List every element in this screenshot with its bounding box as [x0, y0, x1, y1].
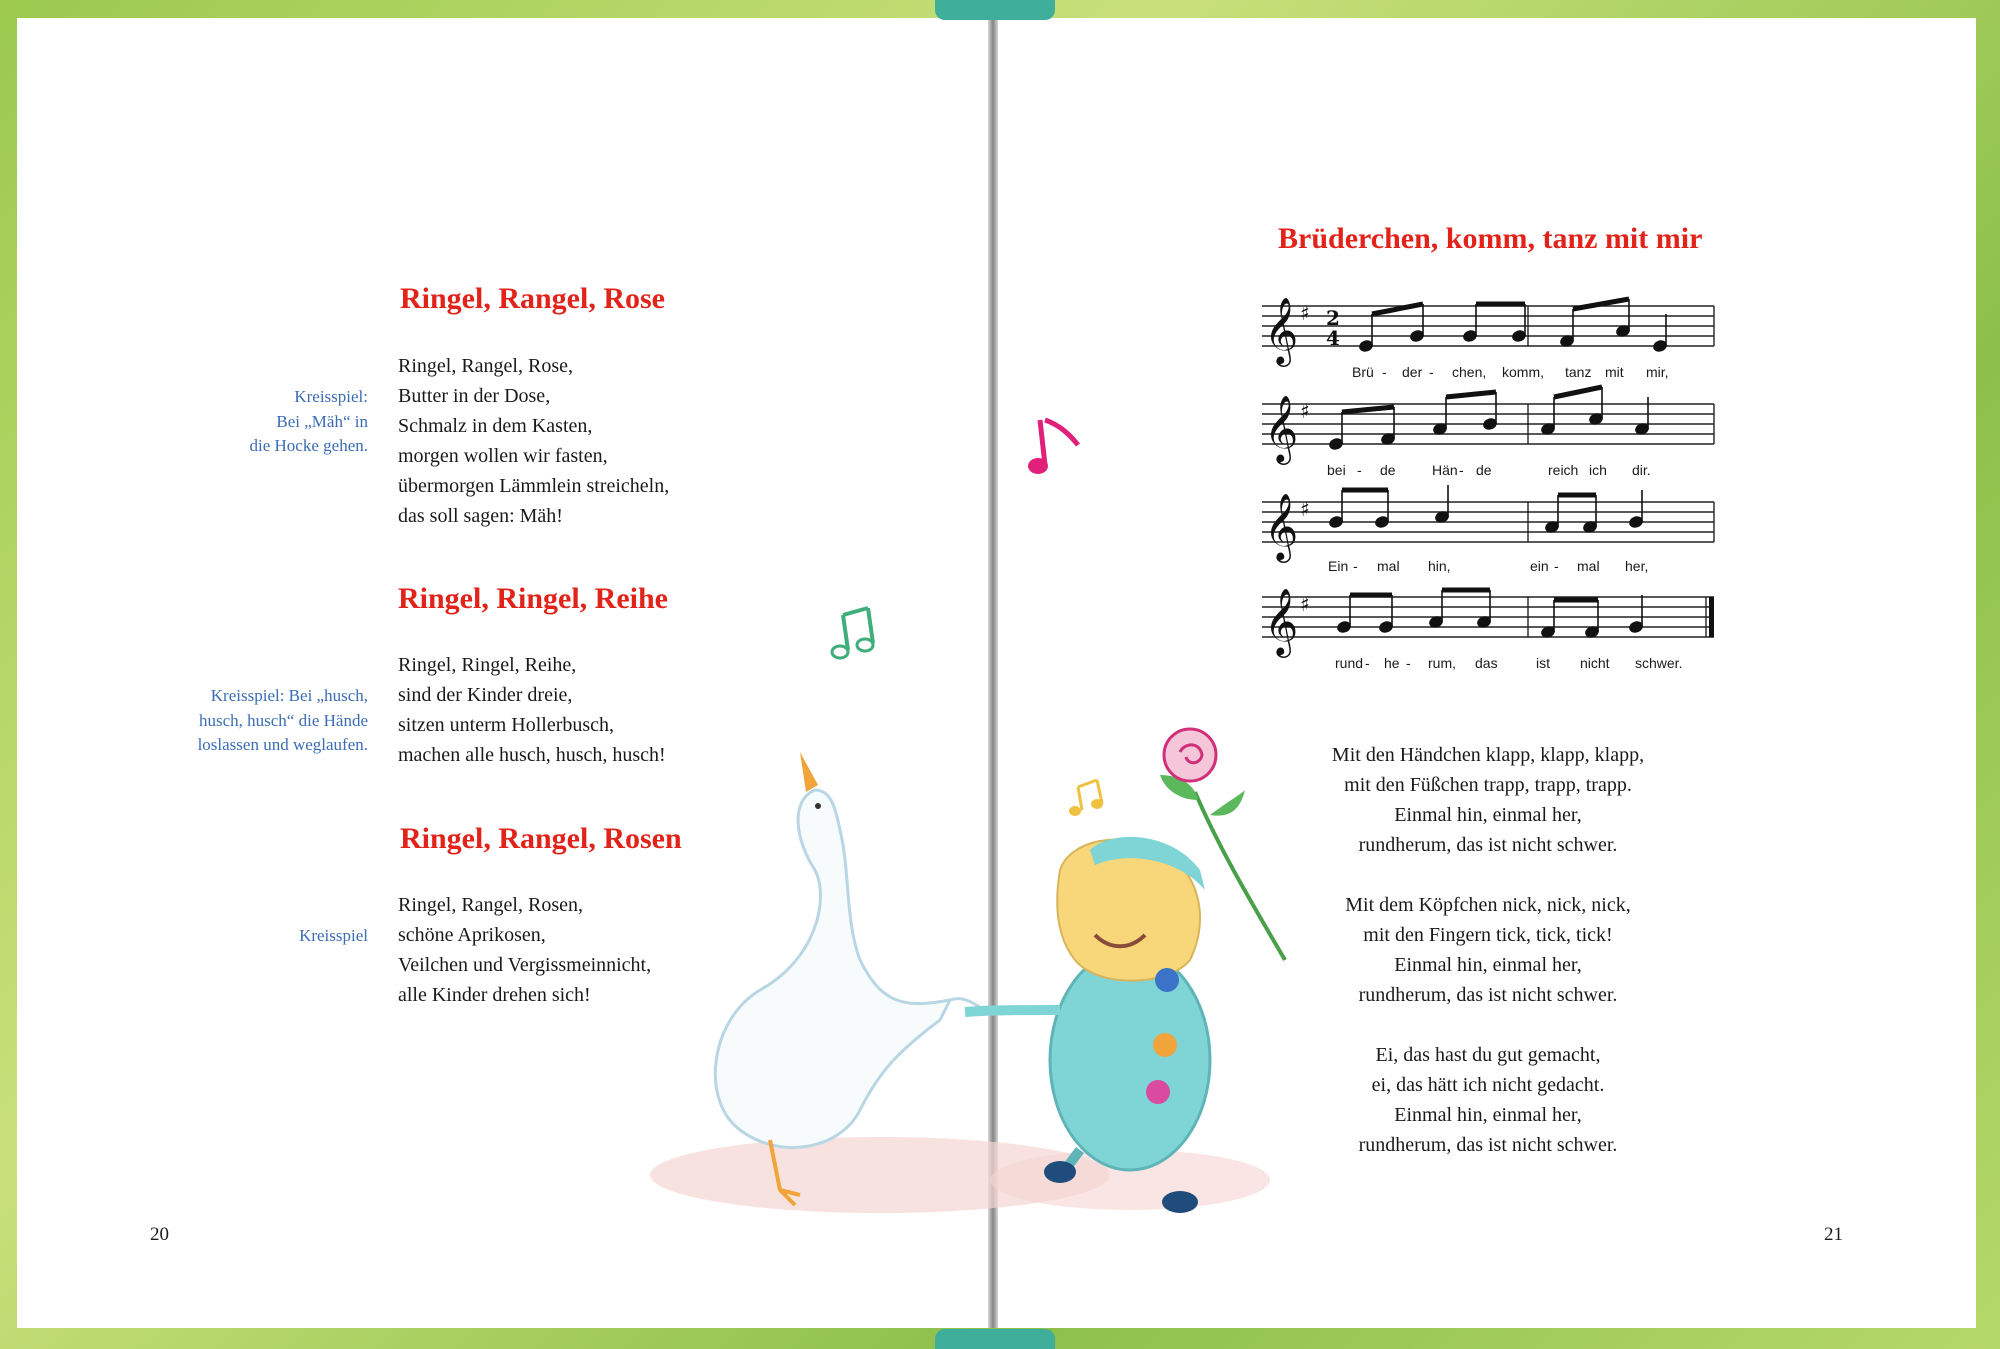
- song-title: Ringel, Ringel, Reihe: [398, 582, 668, 615]
- song-title: Brüderchen, komm, tanz mit mir: [1278, 222, 1703, 255]
- lyric-syllable: her,: [1625, 558, 1649, 574]
- lyric-syllable: nicht: [1580, 655, 1610, 671]
- lyric-syllable: Hän: [1432, 462, 1458, 478]
- lyric-syllable: -: [1382, 364, 1387, 380]
- song-title: Ringel, Rangel, Rosen: [400, 822, 682, 855]
- song-verse: Ringel, Rangel, Rosen, schöne Aprikosen, Veilchen und Vergissmeinnicht, alle Kinder drehen sich!: [398, 894, 652, 1006]
- treble-clef-icon: 𝄞: [1264, 587, 1299, 655]
- lyric-syllable: rum,: [1428, 655, 1456, 671]
- lyric-syllable: -: [1459, 462, 1464, 478]
- lyric-syllable: reich: [1548, 462, 1579, 478]
- key-signature-sharp: ♯: [1300, 399, 1310, 423]
- play-instruction: Kreisspiel: [299, 926, 368, 945]
- lyric-syllable: ein: [1530, 558, 1549, 574]
- lyric-syllable: schwer.: [1635, 655, 1683, 671]
- lyric-syllable: tanz: [1565, 364, 1592, 380]
- song-title: Ringel, Rangel, Rose: [400, 282, 665, 315]
- treble-clef-icon: 𝄞: [1264, 492, 1299, 560]
- lyric-syllable: hin,: [1428, 558, 1451, 574]
- key-signature-sharp: ♯: [1300, 592, 1310, 616]
- lyric-syllable: bei: [1327, 462, 1346, 478]
- lyric-syllable: Brü: [1352, 364, 1374, 380]
- lyric-syllable: dir.: [1632, 462, 1651, 478]
- play-instruction: Kreisspiel: Bei „Mäh“ in die Hocke gehen.: [249, 387, 368, 455]
- treble-clef-icon: 𝄞: [1264, 296, 1299, 364]
- lyric-syllable: mir,: [1646, 364, 1669, 380]
- lyric-syllable: ich: [1589, 462, 1607, 478]
- stanza: Mit den Händchen klapp, klapp, klapp, mit den Füßchen trapp, trapp, trapp. Einmal hin, einmal her, rundherum, das ist nicht schwer.: [1331, 744, 1645, 856]
- treble-clef-icon: 𝄞: [1264, 394, 1299, 462]
- stanza: Mit dem Köpfchen nick, nick, nick, mit den Fingern tick, tick, tick! Einmal hin, einmal her, rundherum, das ist nicht schwer.: [1345, 894, 1631, 1006]
- time-signature-bottom: 4: [1326, 326, 1340, 350]
- lyric-syllable: mit: [1605, 364, 1624, 380]
- bottom-bookmark-tab: [935, 1329, 1055, 1349]
- page-number: 21: [1824, 1224, 1843, 1245]
- lyric-syllable: ist: [1536, 655, 1550, 671]
- lyric-syllable: -: [1357, 462, 1362, 478]
- book-spine: [988, 18, 998, 1328]
- lyric-syllable: mal: [1377, 558, 1400, 574]
- lyric-syllable: de: [1476, 462, 1492, 478]
- lyric-syllable: -: [1429, 364, 1434, 380]
- key-signature-sharp: ♯: [1300, 497, 1310, 521]
- song-verse: Ringel, Ringel, Reihe, sind der Kinder dreie, sitzen unterm Hollerbusch, machen alle husch, husch, husch!: [398, 654, 666, 766]
- page-number: 20: [150, 1224, 169, 1245]
- top-bookmark-tab: [935, 0, 1055, 20]
- lyric-syllable: -: [1353, 558, 1358, 574]
- lyric-syllable: chen,: [1452, 364, 1487, 380]
- stanza: Ei, das hast du gut gemacht, ei, das hätt ich nicht gedacht. Einmal hin, einmal her, rundherum, das ist nicht schwer.: [1358, 1044, 1618, 1156]
- time-signature-top: 2: [1326, 306, 1340, 330]
- lyric-syllable: rund: [1335, 655, 1364, 671]
- play-instruction: Kreisspiel: Bei „husch, husch, husch“ die Hände loslassen und weglaufen.: [197, 686, 368, 754]
- song-verse: Ringel, Rangel, Rose, Butter in der Dose, Schmalz in dem Kasten, morgen wollen wir fasten, übermorgen Lämmlein streicheln, das soll sagen: Mäh!: [398, 355, 670, 527]
- lyric-syllable: komm,: [1502, 364, 1544, 380]
- lyric-syllable: -: [1406, 655, 1411, 671]
- lyric-syllable: -: [1365, 655, 1370, 671]
- lyric-syllable: de: [1380, 462, 1396, 478]
- lyric-syllable: he: [1384, 655, 1400, 671]
- lyric-syllable: Ein: [1328, 558, 1349, 574]
- lyric-syllable: mal: [1577, 558, 1600, 574]
- lyric-syllable: der: [1402, 364, 1423, 380]
- key-signature-sharp: ♯: [1300, 301, 1310, 325]
- lyric-syllable: das: [1475, 655, 1498, 671]
- lyric-syllable: -: [1554, 558, 1559, 574]
